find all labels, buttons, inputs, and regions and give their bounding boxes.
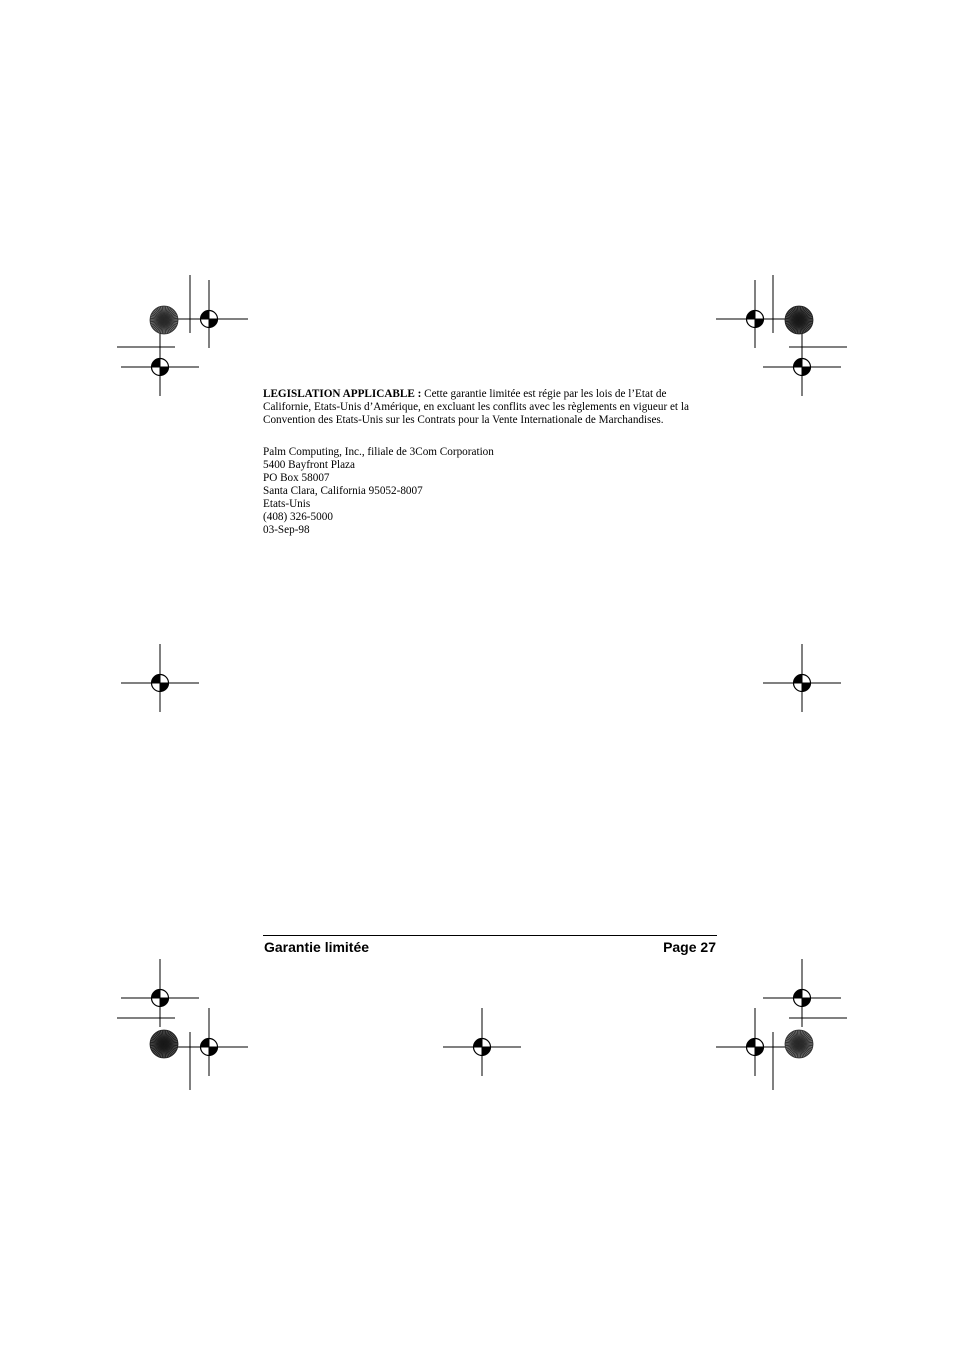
crosshair-target-icon	[121, 644, 199, 712]
company-name: Palm Computing, Inc., filiale de 3Com Corporation	[263, 446, 494, 458]
starburst-icon	[150, 1030, 178, 1058]
starburst-icon	[785, 1030, 813, 1058]
crosshair-target-icon	[121, 328, 199, 396]
country: Etats-Unis	[263, 498, 311, 510]
starburst-icon	[150, 306, 178, 334]
crosshair-target-icon	[763, 959, 841, 1027]
crosshair-target-icon	[170, 1008, 248, 1076]
footer-rule	[263, 935, 717, 936]
crosshair-target-icon	[121, 959, 199, 1027]
page-number: Page 27	[663, 939, 716, 955]
crosshair-target-icon	[443, 1008, 521, 1076]
footer-section-title: Garantie limitée	[264, 939, 370, 955]
street-address: 5400 Bayfront Plaza	[263, 459, 355, 471]
crosshair-target-icon	[170, 280, 248, 348]
crosshair-target-icon	[763, 644, 841, 712]
governing-law-heading: LEGISLATION APPLICABLE :	[263, 388, 422, 400]
city-state-zip: Santa Clara, California 95052-8007	[263, 485, 423, 497]
crosshair-target-icon	[716, 280, 794, 348]
starburst-icon	[785, 306, 813, 334]
print-date: 03-Sep-98	[263, 524, 310, 536]
page-footer	[264, 938, 716, 956]
governing-law-text: Cette garantie limitée est régie par les lois de l’Etat de Californie, Etats-Unis d’Amérique, en excluant les conflits avec les règlements en vigueur et la Convention des Etats-Unis sur les Contrats pour la Vente Internationale de Marchandises.	[263, 388, 689, 426]
governing-law-paragraph	[263, 388, 717, 427]
page-content	[263, 388, 717, 537]
company-address-block	[263, 446, 717, 537]
crosshair-target-icon	[716, 1008, 794, 1076]
phone-number: (408) 326-5000	[263, 511, 333, 523]
crosshair-target-icon	[763, 328, 841, 396]
po-box: PO Box 58007	[263, 472, 330, 484]
